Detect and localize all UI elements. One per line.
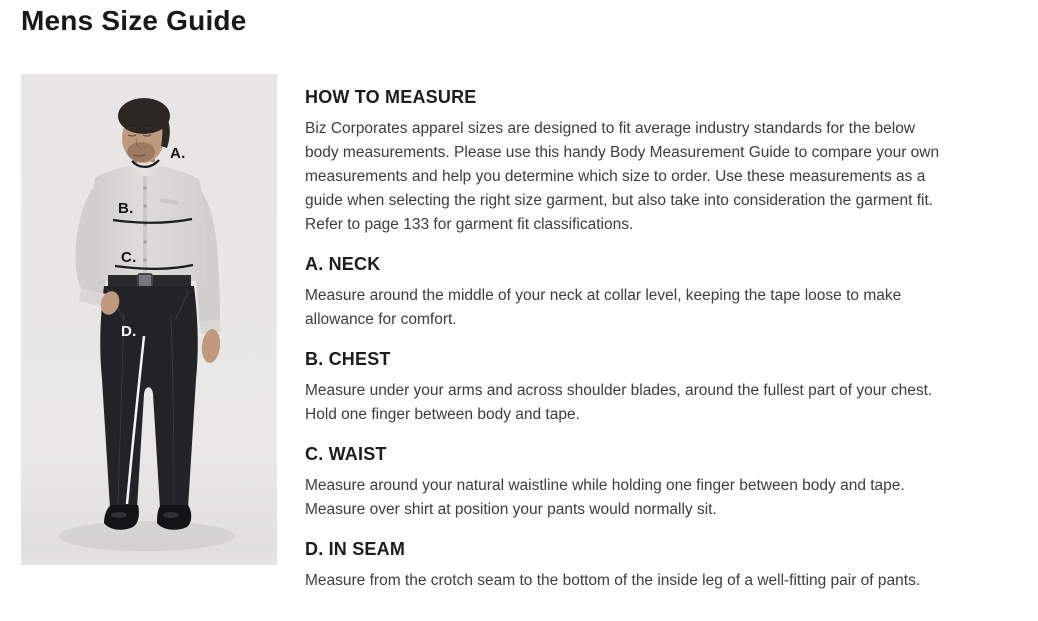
figure-label-chest: B. bbox=[118, 200, 134, 217]
figure-label-waist: C. bbox=[121, 249, 137, 266]
shirt-placket bbox=[143, 176, 147, 281]
measurement-guide-photo bbox=[21, 74, 277, 565]
model-illustration bbox=[21, 74, 277, 565]
figure-label-neck: A. bbox=[170, 145, 186, 162]
body-how-to-measure: Biz Corporates apparel sizes are designed to fit average industry standards for the below body measurements. Please use this handy Body Measurement Guide to compare your own measurements and help you determine which size to order. Use these measurements as a guide when selecting the right size garment, but also take into consideration the garment fit. Refer to page 133 for garment fit classifications. bbox=[305, 120, 940, 233]
measure-instructions bbox=[305, 74, 943, 593]
figure-label-inseam: D. bbox=[121, 323, 137, 340]
heading-inseam: D. IN SEAM bbox=[305, 539, 406, 559]
model-stubble bbox=[127, 142, 155, 162]
floor-shadow bbox=[59, 521, 235, 551]
heading-how-to-measure: HOW TO MEASURE bbox=[305, 87, 477, 107]
body-inseam: Measure from the crotch seam to the bottom of the inside leg of a well-fitting pair of pants. bbox=[305, 572, 921, 589]
heading-neck: A. NECK bbox=[305, 254, 381, 274]
page-title: Mens Size Guide bbox=[21, 5, 247, 36]
heading-waist: C. WAIST bbox=[305, 444, 387, 464]
body-chest: Measure under your arms and across shoulder blades, around the fullest part of your chest. Hold one finger between body and tape. bbox=[305, 382, 933, 423]
body-neck: Measure around the middle of your neck at collar level, keeping the tape loose to make allowance for comfort. bbox=[305, 287, 902, 328]
body-waist: Measure around your natural waistline while holding one finger between body and tape. Measure over shirt at position your pants would normally sit. bbox=[305, 477, 905, 518]
heading-chest: B. CHEST bbox=[305, 349, 391, 369]
belt-buckle bbox=[138, 274, 152, 287]
